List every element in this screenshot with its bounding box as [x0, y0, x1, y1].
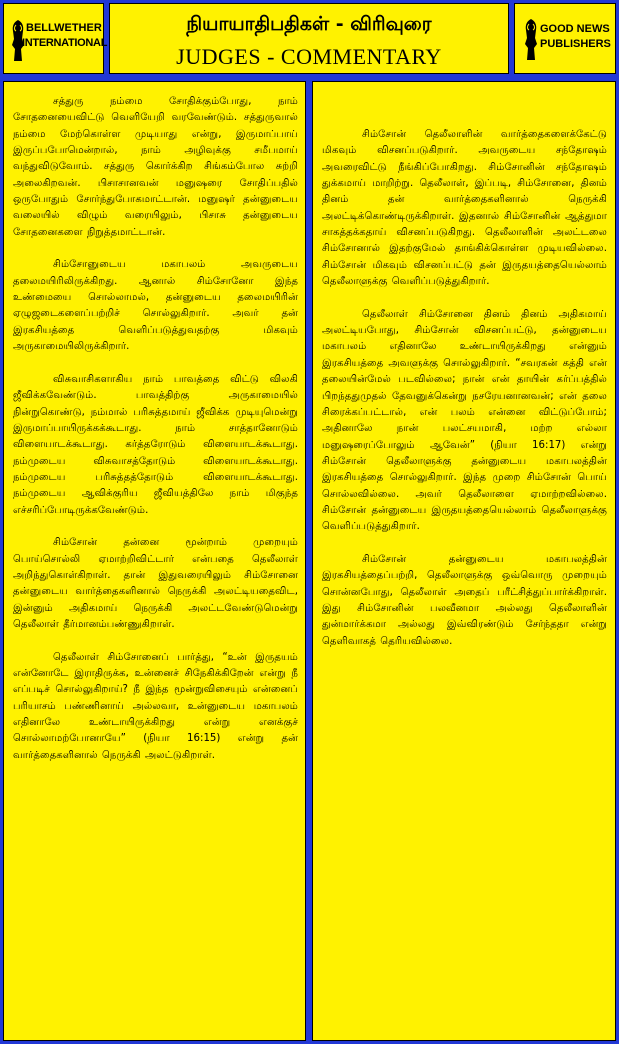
paragraph: சிம்சோன் தன்னை மூன்றாம் முறையும் பொய்சொல்லி ஏமாற்றிவிட்டார் என்பதை தெலீலாள் அறிந்துகொள்கிறாள். தான் இதுவரையிலும் சிம்சோனை தன்னுடைய வார்த்தைகளினால் நெருக்கி அலட்டியதைவிட, இன்னும் அதிகமாய் நெருக்கி அலட்டவேண்டுமென்று தெலீலாள் தீர்மானம்பண்ணுகிறாள்.	[13, 537, 298, 630]
title-tamil: நியாயாதிபதிகள் - விரிவுரை	[186, 13, 432, 35]
paragraph: விசுவாசிகளாகிய நாம் பாவத்தை விட்டு விலகி ஜீவிக்கவேண்டும். பாவத்திற்கு அருகாமையில் நின்றுகொண்டு, நம்மால் பரிசுத்தமாய் ஜீவிக்க முடியுமென்று இருமாப்பாயிருக்கக்கூடாது. நாம் சாத்தானோடும் விளையாடக்கூடாது. கர்த்தரோடும் விளையாடக்கூடாது. நம்முடைய விசுவாசத்தோடும் விளையாடக்கூடாது. நம்முடைய பரிசுத்தத்தோடும் விளையாடக்கூடாது. நம்முடைய ஆவிக்குரிய ஜீவியத்திலே நாம் மிகுந்த எச்சரிப்போடிருக்கவேண்டும்.	[13, 373, 298, 516]
left-logo-line2: INTERNATIONAL	[22, 37, 108, 49]
right-logo-line2: PUBLISHERS	[540, 38, 611, 50]
paragraph: சத்துரு நம்மை சோதிக்கும்போது, நாம் சோதனையைவிட்டு வெளியேறி வரவேண்டும். சத்துருவால் நம்மை மேற்கொள்ள முடியாது என்று, இருமாப்பாய் இருப்பபோமென்றால், நாம் அழிவுக்கு சமீபமாய் வந்துவிடுவோம். சத்துரு கொர்க்கிற சிங்கம்போல சுற்றி அலைகிறவன். பிசாசானவன் மனுஷரை சோதிப்பதில் ஒருபோதும் சோர்ந்துபோகமாட்டான். மனுஷர் தன்னுடைய வலையில் விழும் வரையிலும், பிசாசு தன்னுடைய சோதனைகளை நிறுத்தமாட்டான்.	[13, 96, 298, 238]
paragraph: சிம்சோன் தன்னுடைய மகாபலத்தின் இரகசியத்தைப்பற்றி, தெலீலாளுக்கு ஒவ்வொரு முறையும் சொன்னபோது, தெலீலாள் அதைப் பரீட்சித்துப்பார்க்கிறாள். இது சிம்சோனின் பலவீனமா அல்லது தெலீலாளின் துன்மார்க்கமா அல்லது இவ்விரண்டும் சேர்ந்ததா என்று தெளிவாகத் தெரியவில்லை.	[322, 553, 607, 647]
title-english: JUDGES - COMMENTARY	[176, 44, 442, 69]
right-logo-line1: GOOD NEWS	[540, 23, 610, 35]
paragraph: சிம்சோனுடைய மகாபலம் அவருடைய தலைமயிரிலிருக்கிறது. ஆனால் சிம்சோனோ இந்த உண்மையை சொல்லாமல், தன்னுடைய தலைமயிரின் ஏழுஜடைகளைப்பற்றிச் சொல்லுகிறார். அவர் தன் இரகசியத்தை வெளிப்படுத்துவதற்கு மிகவும் அருகாமையிலிருக்கிறார்.	[13, 259, 298, 353]
paragraph: சிம்சோன் தெலீலாளின் வார்த்தைகளைக்கேட்டு மிகவும் விசனப்படுகிறார். அவருடைய சந்தோஷம் அவரைவிட்டு நீங்கிப்போகிறது. சிம்சோனின் சந்தோஷம் துக்கமாய் மாறிற்று. தெலீலாள், இப்படி, சிம்சோனை, தினம் தினம் தன் வார்த்தைகளினால் நெருக்கி அலட்டிக்கொண்டிருக்கிறாள். இதனால் சிம்சோனின் ஆத்துமா சாகத்தக்கதாய் விசனப்படுகிறது. தெலீலாளின் அலட்டலை சிம்சோனால் இதற்குமேல் தாங்கிக்கொள்ள முடியவில்லை. சிம்சோன் மிகவும் விசனப்பட்டு தன் இருதயத்தையெல்லாம் தெலீலாளுக்கு வெளிப்படுத்துகிறார்.	[322, 129, 607, 288]
good-news-logo	[514, 3, 616, 74]
left-column	[3, 81, 306, 1041]
bellwether-logo	[3, 3, 108, 74]
left-logo-line1: BELLWETHER	[26, 22, 102, 34]
right-column	[312, 81, 616, 1041]
paragraph: தெலீலாள் சிம்சோனை தினம் தினம் அதிகமாய் அலட்டியபோது, சிம்சோன் விசனப்பட்டு, தன்னுடைய மகாபலம் எதினாலே உண்டாயிருக்கிறது என்னும் இரகசியத்தை அவளுக்கு சொல்லுகிறார். “சவரகன் கத்தி என் தலையின்மேல் படவில்லை; நான் என் தாயின் கர்ப்பத்தில் பிறந்ததுமுதல் தேவனுக்கென்று நசரேயனானவன்; என் தலை சிரைக்கப்பட்டால், என் பலம் என்னை விட்டுப்போம்; அதினாலே நான் பலட்சயமாகி, மற்ற எல்லா மனுஷரைப்போலும் ஆவேன்” (நியா 16:17) என்று சிம்சோன் தெலீலாளுக்கு தன்னுடைய மகாபலத்தின் இரகசியத்தை சொல்லுகிறார். இந்த முறை சிம்சோன் பொய் சொல்லவில்லை. அவர் தெலீலாளை ஏமாற்றவில்லை. சிம்சோன் தன்னுடைய இருதயத்தையெல்லாம் தெலீலாளுக்கு வெளிப்படுத்துகிறார்.	[322, 308, 607, 533]
paragraph: தெலீலாள் சிம்சோனைப் பார்த்து, “உன் இருதயம் என்னோடே இராதிருக்க, உன்னைச் சிநேகிக்கிறேன் என்று நீ எப்படிச் சொல்லுகிறாய்? நீ இந்த மூன்றுவிசையும் என்னைப் பரியாசம் பண்ணினாய் அல்லவா, உன்னுடைய மகாபலம் எதினாலே உண்டாயிருக்கிறது என்று எனக்குச் சொல்லாமற்போனாயே” (நியா 16:15) என்று தன் வார்த்தைகளினால் நெருக்கி அலட்டுகிறாள்.	[13, 651, 298, 761]
title-box	[109, 3, 509, 74]
ram-head-icon	[523, 18, 539, 62]
